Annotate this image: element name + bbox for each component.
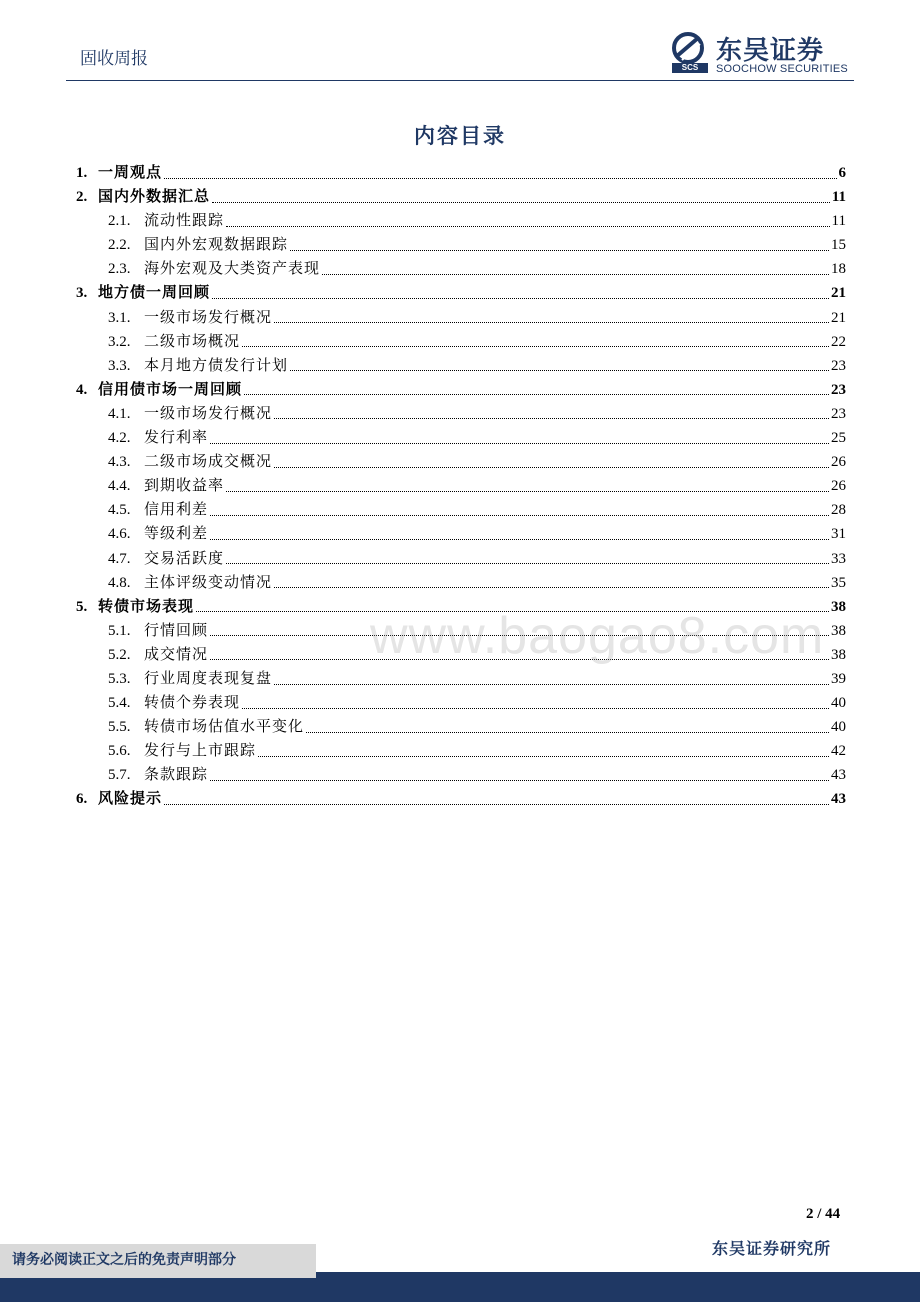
logo-english-name: SOOCHOW SECURITIES [716, 63, 848, 75]
toc-entry-page: 28 [831, 502, 846, 519]
toc-leader-dots [258, 756, 829, 757]
toc-entry[interactable] [76, 521, 846, 545]
toc-entry-number: 4.5. [108, 502, 131, 519]
toc-entry-label: 一级市场发行概况 [144, 307, 273, 326]
toc-entry-page: 42 [831, 743, 846, 760]
toc-entry[interactable] [76, 546, 846, 570]
toc-leader-dots [242, 708, 829, 709]
toc-entry-page: 18 [831, 261, 846, 278]
toc-entry[interactable] [76, 425, 846, 449]
logo-abbreviation: SCS [672, 63, 708, 73]
toc-entry[interactable] [76, 714, 846, 738]
toc-leader-dots [212, 298, 829, 299]
toc-entry-label: 信用利差 [144, 500, 209, 519]
toc-entry[interactable] [76, 305, 846, 329]
toc-entry-page: 33 [831, 550, 846, 567]
toc-entry-label: 发行利率 [144, 428, 209, 447]
toc-entry-page: 26 [831, 478, 846, 495]
toc-entry[interactable] [76, 473, 846, 497]
report-type-label: 固收周报 [80, 49, 148, 69]
toc-leader-dots [212, 202, 830, 203]
toc-entry-number: 2. [76, 189, 88, 206]
toc-leader-dots [274, 467, 829, 468]
toc-entry-label: 转债市场表现 [98, 596, 195, 615]
toc-leader-dots [242, 346, 829, 347]
toc-entry-page: 40 [831, 719, 846, 736]
toc-entry-page: 38 [831, 646, 846, 663]
toc-entry[interactable] [76, 353, 846, 377]
toc-entry[interactable] [76, 738, 846, 762]
toc-entry-number: 4.7. [108, 550, 131, 567]
toc-leader-dots [274, 418, 829, 419]
toc-entry-label: 转债个券表现 [144, 693, 241, 712]
toc-entry-page: 31 [831, 526, 846, 543]
toc-leader-dots [226, 226, 830, 227]
toc-entry-page: 21 [831, 309, 846, 326]
toc-entry-page: 40 [831, 695, 846, 712]
toc-entry-number: 4. [76, 381, 88, 398]
toc-entry-label: 国内外数据汇总 [98, 187, 211, 206]
toc-entry-label: 二级市场成交概况 [144, 452, 273, 471]
toc-entry-label: 风险提示 [98, 789, 163, 808]
toc-entry[interactable] [76, 232, 846, 256]
toc-entry-page: 23 [831, 405, 846, 422]
toc-entry-page: 39 [831, 670, 846, 687]
footer-disclaimer: 请务必阅读正文之后的免责声明部分 [0, 1244, 316, 1278]
toc-entry-label: 到期收益率 [144, 476, 225, 495]
toc-entry-page: 35 [831, 574, 846, 591]
toc-entry-number: 4.4. [108, 478, 131, 495]
toc-entry-number: 3. [76, 285, 88, 302]
toc-entry[interactable] [76, 256, 846, 280]
toc-entry-number: 4.8. [108, 574, 131, 591]
toc-entry-number: 6. [76, 791, 88, 808]
toc-entry[interactable] [76, 449, 846, 473]
toc-entry-label: 交易活跃度 [144, 548, 225, 567]
company-logo [668, 30, 858, 78]
toc-entry-page: 23 [831, 381, 846, 398]
footer-institute: 东吴证券研究所 [712, 1239, 832, 1258]
toc-entry-label: 行情回顾 [144, 620, 209, 639]
toc-entry-number: 3.3. [108, 357, 131, 374]
toc-entry-number: 5.4. [108, 695, 131, 712]
watermark: www.baogao8.com [370, 607, 825, 665]
toc-leader-dots [210, 780, 829, 781]
toc-leader-dots [226, 491, 829, 492]
toc-entry-page: 15 [831, 237, 846, 254]
toc-leader-dots [210, 539, 829, 540]
toc-leader-dots [210, 443, 829, 444]
toc-leader-dots [164, 804, 829, 805]
toc-entry-label: 海外宏观及大类资产表现 [144, 259, 321, 278]
toc-entry[interactable] [76, 786, 846, 810]
toc-entry-label: 条款跟踪 [144, 765, 209, 784]
table-of-contents [76, 160, 846, 811]
logo-chinese-name: 东吴证券 [716, 36, 825, 66]
toc-entry-number: 5. [76, 598, 88, 615]
toc-entry-label: 行业周度表现复盘 [144, 668, 273, 687]
toc-entry-number: 2.1. [108, 213, 131, 230]
toc-entry-label: 本月地方债发行计划 [144, 355, 289, 374]
toc-entry-number: 5.6. [108, 743, 131, 760]
toc-entry[interactable] [76, 570, 846, 594]
toc-entry-label: 流动性跟踪 [144, 211, 225, 230]
toc-entry-number: 5.5. [108, 719, 131, 736]
toc-leader-dots [164, 178, 836, 179]
toc-entry-number: 3.2. [108, 333, 131, 350]
toc-entry-page: 43 [831, 791, 846, 808]
toc-entry[interactable] [76, 160, 846, 184]
toc-entry[interactable] [76, 762, 846, 786]
toc-entry-page: 11 [831, 213, 846, 230]
toc-entry-number: 4.3. [108, 454, 131, 471]
toc-entry-label: 等级利差 [144, 524, 209, 543]
toc-title: 内容目录 [414, 123, 506, 148]
toc-leader-dots [244, 394, 829, 395]
toc-entry-label: 国内外宏观数据跟踪 [144, 235, 289, 254]
toc-entry-page: 22 [831, 333, 846, 350]
toc-leader-dots [274, 684, 829, 685]
toc-entry-number: 4.1. [108, 405, 131, 422]
toc-entry-number: 1. [76, 165, 88, 181]
toc-entry-page: 38 [831, 622, 846, 639]
toc-entry-page: 11 [831, 189, 846, 206]
toc-entry-number: 2.3. [108, 261, 131, 278]
toc-entry[interactable] [76, 401, 846, 425]
toc-leader-dots [226, 563, 829, 564]
page-number: 2 / 44 [806, 1206, 841, 1222]
toc-entry[interactable] [76, 497, 846, 521]
toc-entry-page: 21 [831, 285, 846, 302]
toc-entry-number: 3.1. [108, 309, 131, 326]
toc-entry[interactable] [76, 280, 846, 304]
toc-entry-label: 二级市场概况 [144, 331, 241, 350]
toc-entry[interactable] [76, 690, 846, 714]
toc-entry-label: 一级市场发行概况 [144, 403, 273, 422]
toc-leader-dots [274, 322, 829, 323]
toc-entry-number: 5.3. [108, 670, 131, 687]
toc-entry[interactable] [76, 184, 846, 208]
toc-leader-dots [290, 250, 829, 251]
toc-entry-number: 5.2. [108, 646, 131, 663]
toc-entry[interactable] [76, 377, 846, 401]
toc-entry-number: 4.2. [108, 430, 131, 447]
toc-entry-number: 4.6. [108, 526, 131, 543]
toc-leader-dots [290, 370, 829, 371]
toc-entry-label: 主体评级变动情况 [144, 572, 273, 591]
toc-entry-page: 43 [831, 767, 846, 784]
toc-entry-label: 转债市场估值水平变化 [144, 717, 305, 736]
toc-entry-label: 发行与上市跟踪 [144, 741, 257, 760]
toc-entry-label: 一周观点 [98, 163, 163, 181]
toc-entry-label: 信用债市场一周回顾 [98, 379, 243, 398]
toc-entry[interactable] [76, 329, 846, 353]
header-divider [66, 80, 854, 81]
toc-leader-dots [306, 732, 829, 733]
toc-leader-dots [210, 515, 829, 516]
toc-entry-page: 23 [831, 357, 846, 374]
toc-leader-dots [274, 587, 829, 588]
toc-entry-label: 地方债一周回顾 [98, 283, 211, 302]
toc-entry[interactable] [76, 666, 846, 690]
toc-entry-page: 38 [831, 598, 846, 615]
toc-entry[interactable] [76, 208, 846, 232]
toc-entry-page: 25 [831, 430, 846, 447]
toc-entry-number: 5.1. [108, 622, 131, 639]
toc-entry-page: 6 [838, 165, 846, 181]
toc-leader-dots [322, 274, 829, 275]
toc-entry-label: 成交情况 [144, 644, 209, 663]
toc-entry-number: 5.7. [108, 767, 131, 784]
toc-entry-page: 26 [831, 454, 846, 471]
toc-entry-number: 2.2. [108, 237, 131, 254]
